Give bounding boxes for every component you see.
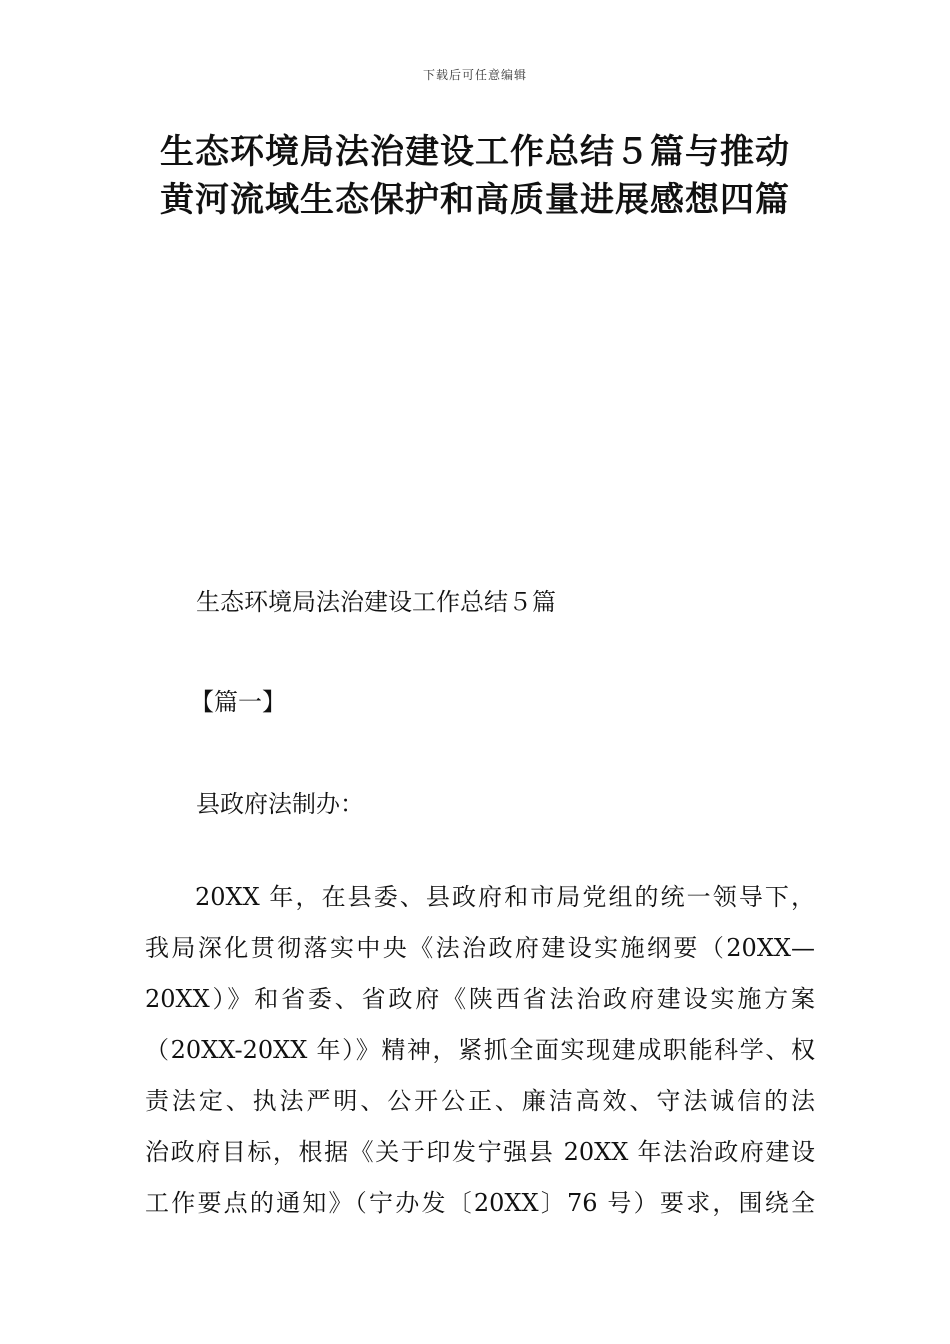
paragraph-line: 20XX）》和省委、省政府《陕西省法治政府建设实施方案: [145, 985, 815, 1013]
paragraph-line: （20XX-20XX 年）》精神，紧抓全面实现建成职能科学、权: [145, 1036, 815, 1064]
paragraph-line: 责法定、执法严明、公开公正、廉洁高效、守法诚信的法: [145, 1087, 815, 1115]
paragraph-line: 我局深化贯彻落实中央《法治政府建设实施纲要（20XX—: [145, 934, 815, 962]
paragraph-line: 20XX 年，在县委、县政府和市局党组的统一领导下，: [195, 883, 815, 911]
body-paragraph: [145, 879, 815, 1236]
salutation: 县政府法制办：: [196, 790, 364, 818]
title-line-1: 生态环境局法治建设工作总结５篇与推动: [160, 132, 790, 172]
header-note: 下载后可任意编辑: [422, 68, 527, 82]
section-heading: 生态环境局法治建设工作总结５篇: [196, 588, 556, 616]
part-label: 【篇一】: [190, 688, 286, 716]
paragraph-line: 工作要点的通知》（宁办发〔20XX〕76 号）要求，围绕全: [145, 1189, 815, 1217]
document-title: [100, 128, 850, 224]
title-line-2: 黄河流域生态保护和高质量进展感想四篇: [160, 180, 790, 220]
paragraph-line: 治政府目标，根据《关于印发宁强县 20XX 年法治政府建设: [145, 1138, 815, 1166]
